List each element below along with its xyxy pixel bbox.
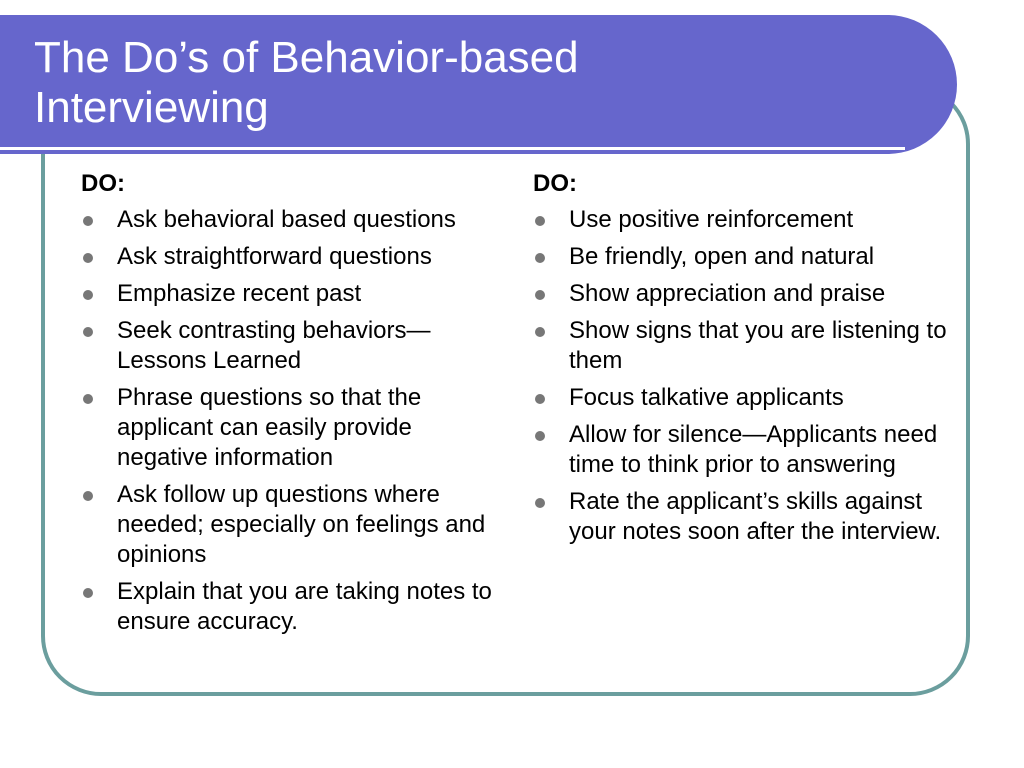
- bullet-icon: [535, 394, 545, 404]
- left-bullet-list: [81, 205, 501, 637]
- list-item: [81, 383, 501, 473]
- list-item-text: Show appreciation and praise: [569, 280, 886, 307]
- list-item-text: Ask follow up questions where needed; especially on feelings and opinions: [117, 481, 486, 568]
- bullet-icon: [83, 327, 93, 337]
- list-item: [533, 279, 953, 309]
- list-item-text: Emphasize recent past: [117, 280, 362, 307]
- list-item-text: Phrase questions so that the applicant can easily provide negative information: [117, 384, 422, 471]
- list-item-text: Seek contrasting behaviors—Lessons Learned: [117, 317, 431, 374]
- list-item: [533, 316, 953, 376]
- list-item: [533, 205, 953, 235]
- bullet-icon: [535, 216, 545, 226]
- title-bar: [0, 15, 957, 154]
- right-column-heading: DO:: [533, 170, 577, 197]
- bullet-icon: [535, 253, 545, 263]
- list-item-text: Ask behavioral based questions: [117, 206, 456, 233]
- list-item-text: Allow for silence—Applicants need time to think prior to answering: [569, 421, 938, 478]
- list-item: [533, 242, 953, 272]
- bullet-icon: [83, 290, 93, 300]
- right-bullet-list: [533, 205, 953, 547]
- list-item: [81, 480, 501, 570]
- left-column-heading: DO:: [81, 170, 125, 197]
- title-line-2: Interviewing: [34, 83, 269, 132]
- bullet-icon: [535, 327, 545, 337]
- list-item: [533, 420, 953, 480]
- bullet-icon: [83, 253, 93, 263]
- bullet-icon: [535, 498, 545, 508]
- bullet-icon: [83, 394, 93, 404]
- list-item-text: Use positive reinforcement: [569, 206, 854, 233]
- list-item-text: Ask straightforward questions: [117, 243, 432, 270]
- list-item: [81, 577, 501, 637]
- bullet-icon: [83, 216, 93, 226]
- list-item: [81, 242, 501, 272]
- list-item-text: Be friendly, open and natural: [569, 243, 875, 270]
- bullet-icon: [83, 491, 93, 501]
- list-item-text: Explain that you are taking notes to ensure accuracy.: [117, 578, 492, 635]
- list-item-text: Show signs that you are listening to them: [569, 317, 947, 374]
- list-item: [81, 279, 501, 309]
- left-column: [81, 170, 501, 644]
- list-item: [81, 205, 501, 235]
- list-item: [533, 383, 953, 413]
- slide-title: [34, 33, 579, 133]
- list-item: [81, 316, 501, 376]
- bullet-icon: [535, 431, 545, 441]
- list-item-text: Focus talkative applicants: [569, 384, 844, 411]
- list-item: [533, 487, 953, 547]
- list-item-text: Rate the applicant’s skills against your notes soon after the interview.: [569, 488, 942, 545]
- bullet-icon: [535, 290, 545, 300]
- right-column: [533, 170, 953, 554]
- bullet-icon: [83, 588, 93, 598]
- title-underline: [0, 147, 905, 150]
- title-line-1: The Do’s of Behavior-based: [34, 33, 579, 82]
